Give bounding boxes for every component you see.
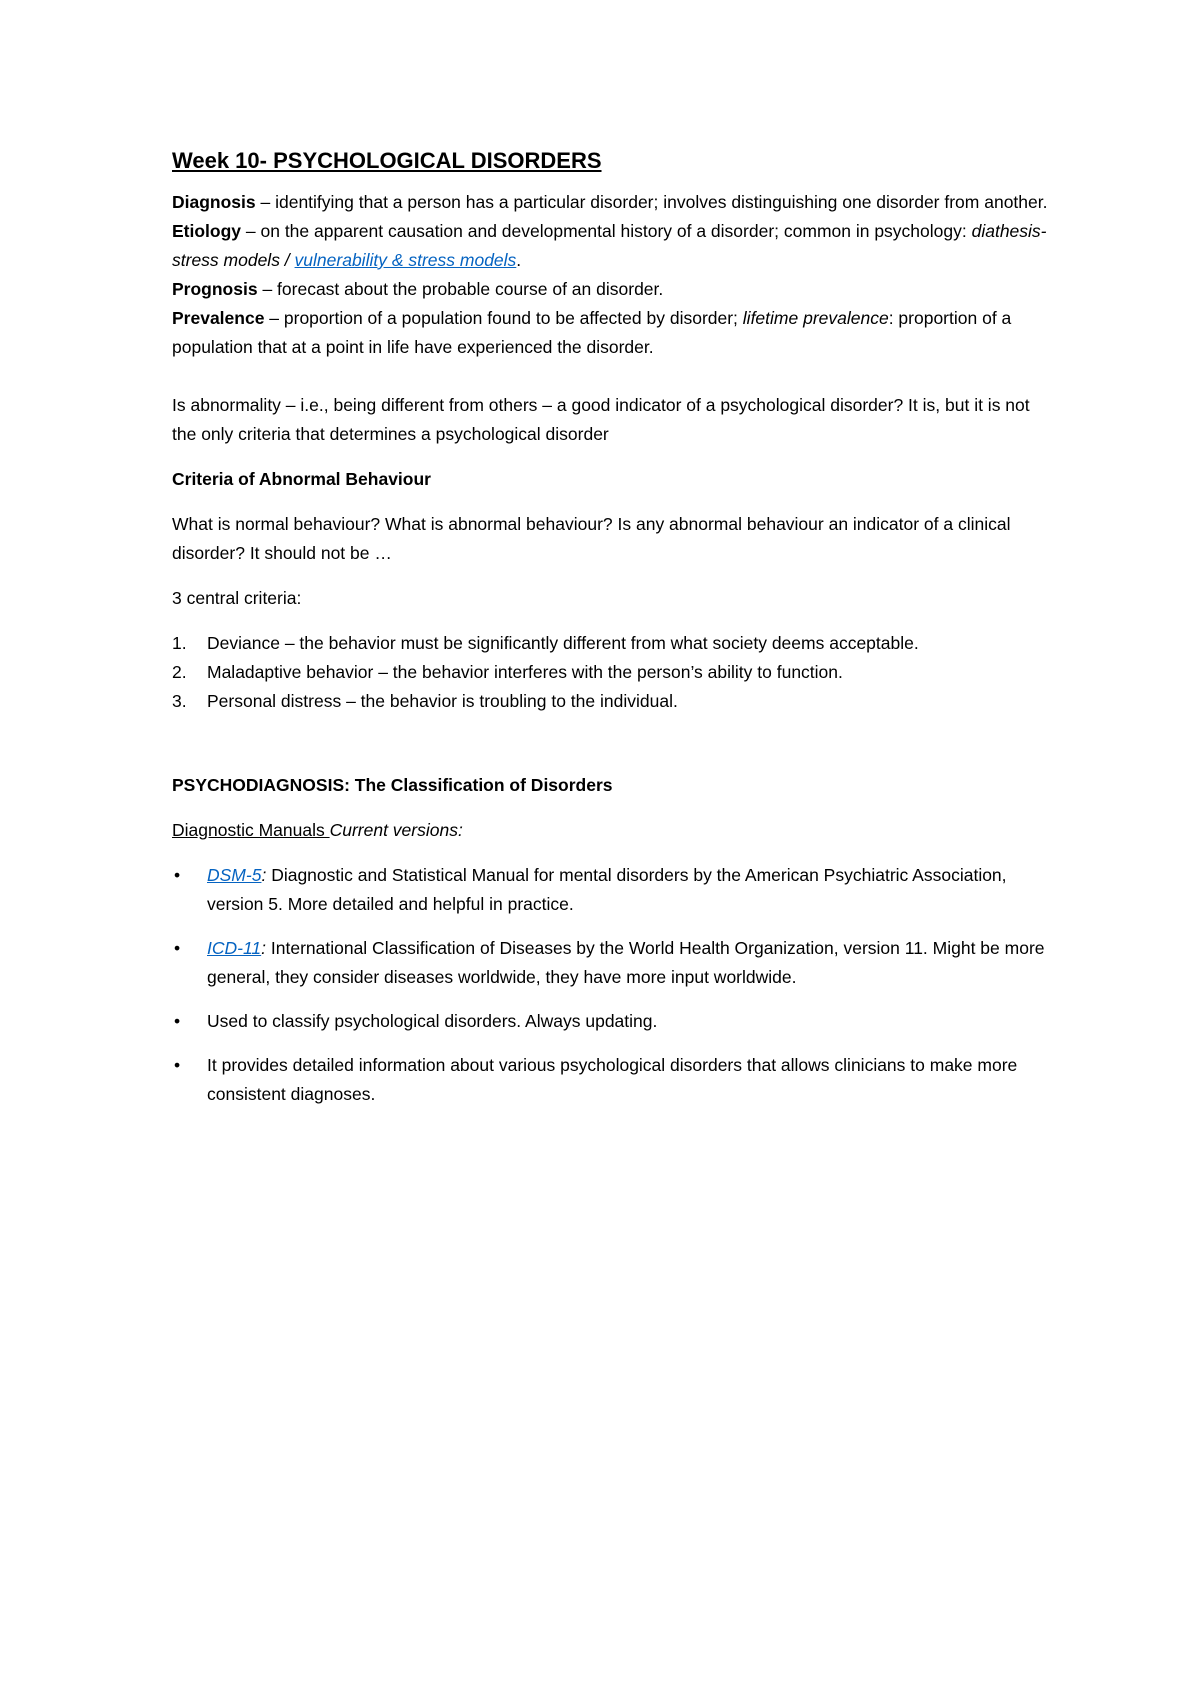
list-item-used [172,1007,1052,1036]
list-item-text: Maladaptive behavior – the behavior interferes with the person’s ability to function. [207,662,843,682]
criteria-list [172,629,1052,716]
definition-prevalence [172,304,1052,362]
manuals-label: Diagnostic Manuals [172,820,330,840]
diathesis-stress-models: diathesis-stress models / [172,221,1047,270]
definition-text: – on the apparent causation and developmental history of a disorder; common in psychology: [241,221,972,241]
definition-text: – forecast about the probable course of an disorder. [257,279,664,299]
colon: : [261,938,267,958]
current-versions-label: Current versions: [329,820,463,840]
diagnostic-manuals-label [172,816,1052,845]
list-item-text: Used to classify psychological disorders. Always updating. [207,1011,658,1031]
central-criteria-intro: 3 central criteria: [172,588,302,608]
term-prevalence: Prevalence [172,308,265,328]
lifetime-prevalence: lifetime prevalence [742,308,889,328]
bullet-icon: • [174,865,181,885]
definition-diagnosis [172,188,1052,217]
normal-behaviour-question: What is normal behaviour? What is abnormal behaviour? Is any abnormal behaviour an indicator of a clinical disorder? It should not be … [172,514,1011,563]
term-etiology: Etiology [172,221,242,241]
list-item-dsm [172,861,1052,919]
list-item-icd [172,934,1052,992]
definition-text: : proportion of a population that at a point in life have experienced the disorder. [172,308,1012,357]
list-number: 1. [172,633,187,653]
document-page [172,146,1052,1124]
list-item-text: Personal distress – the behavior is troubling to the individual. [207,691,678,711]
colon: : [261,865,267,885]
dsm-5-link[interactable]: DSM-5 [207,865,262,885]
definition-text: – proportion of a population found to be affected by disorder; [264,308,743,328]
list-item-text: International Classification of Diseases by the World Health Organization, version 11. Might be more general, they consider diseases worldwide, they have more input worldwide. [207,938,1045,987]
period: . [516,250,522,270]
list-number: 2. [172,662,187,682]
bullet-icon: • [174,1055,181,1075]
term-diagnosis: Diagnosis [172,192,256,212]
icd-11-link[interactable]: ICD-11 [207,938,262,958]
manuals-bullet-list [172,861,1052,1109]
definition-prognosis [172,275,1052,304]
page-title: Week 10- PSYCHOLOGICAL DISORDERS [172,148,602,173]
bullet-icon: • [174,938,181,958]
list-number: 3. [172,691,187,711]
term-prognosis: Prognosis [172,279,258,299]
list-item [172,629,1052,658]
list-item-text: It provides detailed information about various psychological disorders that allows clinicians to make more consistent diagnoses. [207,1055,1018,1104]
list-item-text: Deviance – the behavior must be significantly different from what society deems acceptable. [207,633,919,653]
definition-etiology [172,217,1052,275]
abnormality-question: Is abnormality – i.e., being different from others – a good indicator of a psychological disorder? It is, but it is not the only criteria that determines a psychological disorder [172,395,1030,444]
list-item-text: Diagnostic and Statistical Manual for mental disorders by the American Psychiatric Association, version 5. More detailed and helpful in practice. [207,865,1007,914]
psychodiagnosis-heading: PSYCHODIAGNOSIS: The Classification of Disorders [172,775,613,795]
list-item-provides [172,1051,1052,1109]
definition-text: – identifying that a person has a particular disorder; involves distinguishing one disorder from another. [255,192,1048,212]
vulnerability-stress-models-link[interactable]: vulnerability & stress models [294,250,517,270]
criteria-heading: Criteria of Abnormal Behaviour [172,469,431,489]
list-item [172,658,1052,687]
list-item [172,687,1052,716]
bullet-icon: • [174,1011,181,1031]
